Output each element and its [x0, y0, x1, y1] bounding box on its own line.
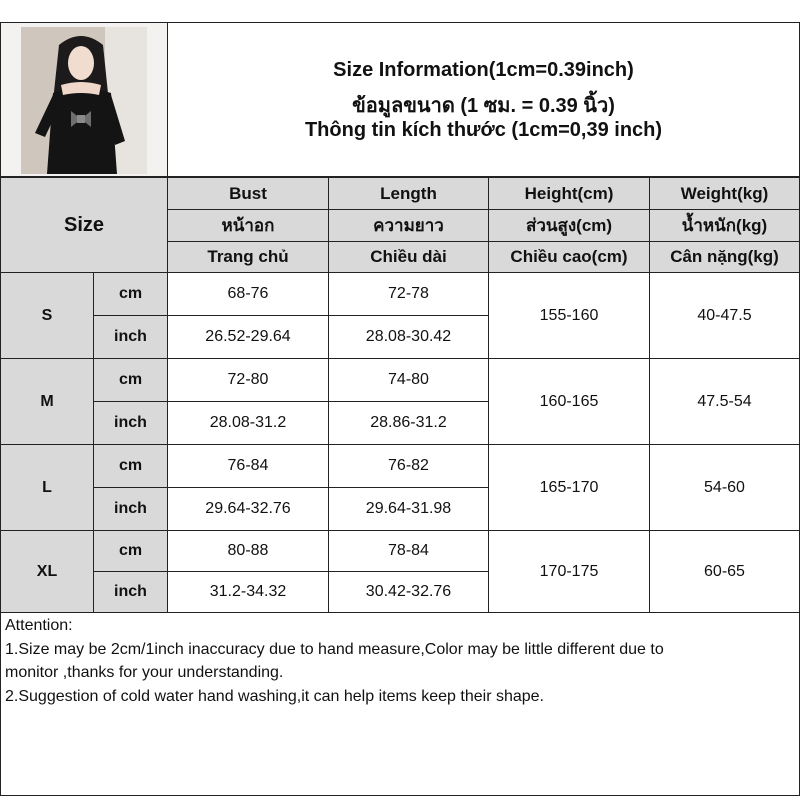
title-thai: ข้อมูลขนาด (1 ซม. = 0.39 นิ้ว) [352, 95, 615, 117]
weight-header-th: น้ำหนัก(kg) [649, 209, 800, 242]
bust-cm-l: 76-84 [167, 444, 329, 488]
title-vietnamese: Thông tin kích thước (1cm=0,39 inch) [304, 119, 663, 141]
size-label-l: L [0, 444, 94, 531]
height-l: 165-170 [488, 444, 650, 531]
length-cm-l: 76-82 [328, 444, 489, 488]
weight-s: 40-47.5 [649, 272, 800, 359]
unit-label-cm: cm [93, 272, 168, 316]
height-header-vi: Chiều cao(cm) [488, 241, 650, 273]
bust-inch-s: 26.52-29.64 [167, 315, 329, 359]
notes-line-1: 1.Size may be 2cm/1inch inaccuracy due to hand measure,Color may be little different due to [5, 640, 664, 658]
bust-cm-s: 68-76 [167, 272, 329, 316]
unit-label-cm: cm [93, 358, 168, 402]
model-photo-image [1, 23, 168, 177]
unit-label-inch: inch [93, 571, 168, 613]
notes-line-1-cont: monitor ,thanks for your understanding. [5, 664, 284, 681]
size-chart-sheet [0, 22, 800, 796]
bust-cm-xl: 80-88 [167, 530, 329, 572]
size-header: Size [0, 177, 168, 273]
height-header-en: Height(cm) [488, 177, 650, 210]
unit-label-inch: inch [93, 315, 168, 359]
length-cm-m: 74-80 [328, 358, 489, 402]
bust-cm-m: 72-80 [167, 358, 329, 402]
size-label-s: S [0, 272, 94, 359]
unit-label-inch: inch [93, 487, 168, 531]
length-inch-s: 28.08-30.42 [328, 315, 489, 359]
length-header-th: ความยาว [328, 209, 489, 242]
height-s: 155-160 [488, 272, 650, 359]
notes-heading: Attention: [5, 617, 73, 634]
bust-header-en: Bust [167, 177, 329, 210]
weight-header-en: Weight(kg) [649, 177, 800, 210]
length-header-vi: Chiều dài [328, 241, 489, 273]
bust-inch-m: 28.08-31.2 [167, 401, 329, 445]
title-english: Size Information(1cm=0.39inch) [333, 59, 634, 81]
length-inch-xl: 30.42-32.76 [328, 571, 489, 613]
length-header-en: Length [328, 177, 489, 210]
notes-line-2: 2.Suggestion of cold water hand washing,it can help items keep their shape. [5, 687, 544, 705]
length-inch-l: 29.64-31.98 [328, 487, 489, 531]
length-cm-s: 72-78 [328, 272, 489, 316]
bust-header-vi: Trang chủ [167, 241, 329, 273]
weight-xl: 60-65 [649, 530, 800, 613]
length-inch-m: 28.86-31.2 [328, 401, 489, 445]
unit-label-cm: cm [93, 530, 168, 572]
model-photo [0, 22, 168, 177]
weight-l: 54-60 [649, 444, 800, 531]
bust-inch-l: 29.64-32.76 [167, 487, 329, 531]
height-header-th: ส่วนสูง(cm) [488, 209, 650, 242]
size-label-xl: XL [0, 530, 94, 613]
title-panel [167, 22, 800, 177]
size-label-m: M [0, 358, 94, 445]
bust-inch-xl: 31.2-34.32 [167, 571, 329, 613]
weight-m: 47.5-54 [649, 358, 800, 445]
attention-notes [0, 612, 800, 796]
weight-header-vi: Cân nặng(kg) [649, 241, 800, 273]
unit-label-inch: inch [93, 401, 168, 445]
unit-label-cm: cm [93, 444, 168, 488]
height-m: 160-165 [488, 358, 650, 445]
height-xl: 170-175 [488, 530, 650, 613]
length-cm-xl: 78-84 [328, 530, 489, 572]
bust-header-th: หน้าอก [167, 209, 329, 242]
